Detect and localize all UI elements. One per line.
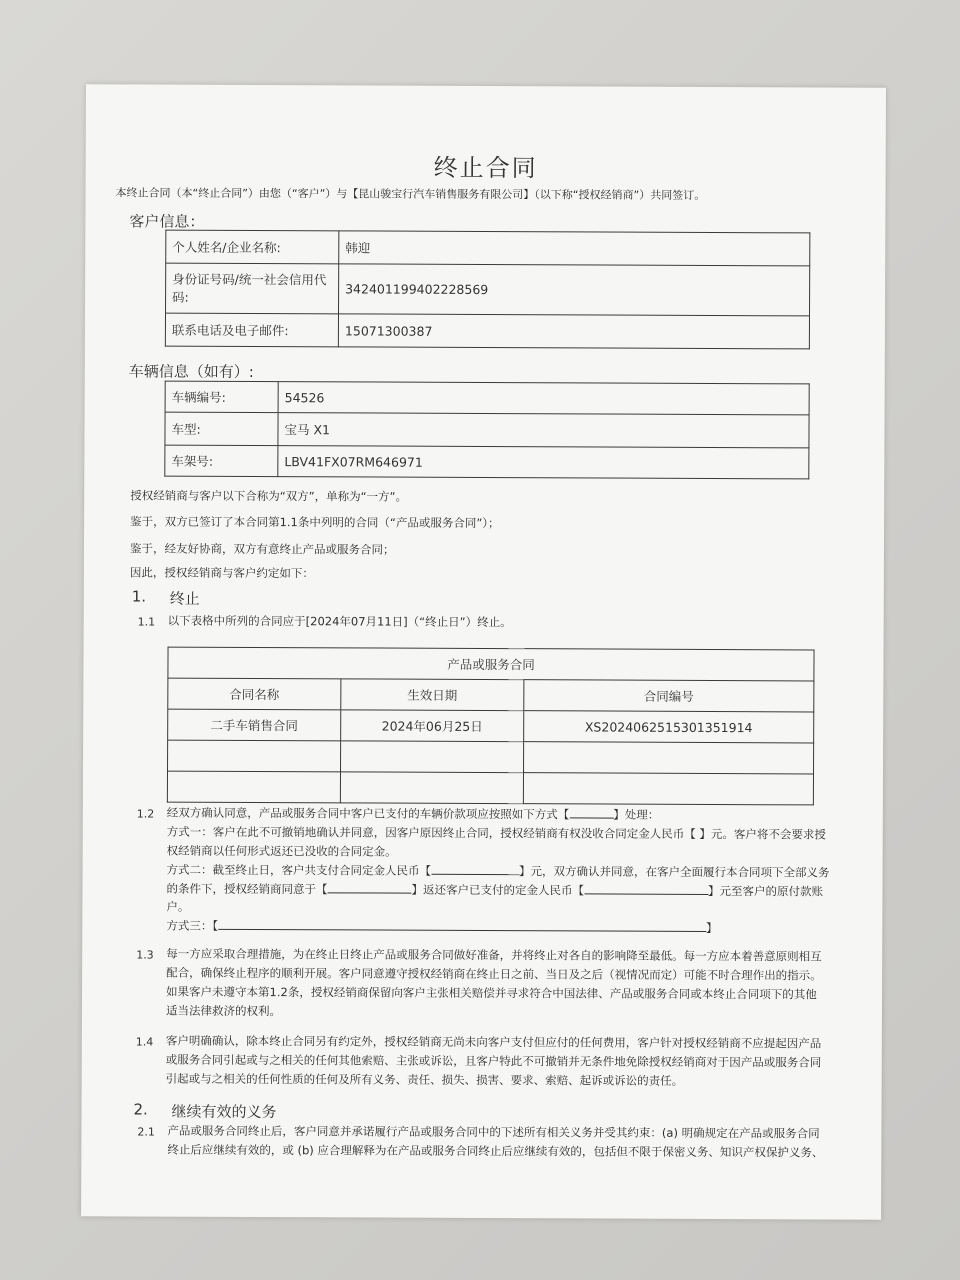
clause-2-1-line-1: 产品或服务合同终止后，客户同意并承诺履行产品或服务合同中的下述所有相关义务并受其约束：(a) 明确规定在产品或服务合同: [167, 1123, 820, 1141]
contract-table-header-date: 生效日期: [341, 679, 524, 711]
clause-1-3-line-2: 配合，确保终止程序的顺利开展。客户同意遵守授权经销商在终止日之前、当日及之后（视情况而定）可能不时合理作出的指示。: [166, 965, 822, 983]
customer-info-heading: 客户信息：: [129, 212, 205, 231]
parties-paragraph: 授权经销商与客户以下合称为“双方”，单称为“一方”。: [130, 488, 408, 504]
contract-row-date: 2024年06月25日: [341, 710, 524, 742]
clause-2-1-number: 2.1: [137, 1125, 155, 1139]
document-title: 终止合同: [433, 153, 538, 183]
method-2-line-3: 户。: [166, 899, 190, 914]
section-1-number: 1.: [131, 587, 147, 606]
vin-label: 车架号:: [165, 445, 278, 476]
clause-1-3-line-1: 每一方应采取合理措施，为在终止日终止产品或服务合同做好准备，并将终止对各自的影响降至最低。每一方应本着善意原则相互: [166, 946, 822, 964]
clause-1-3-line-3: 如果客户未遵守本第1.2条，授权经销商保留向客户主张相关赔偿并寻求符合中国法律、产品或服务合同或本终止合同项下的其他: [166, 984, 817, 1002]
contract-row-name: 二手车销售合同: [168, 709, 341, 741]
method-3-blank: [218, 917, 706, 932]
table-row: [167, 771, 813, 805]
clause-1-2-number: 1.2: [136, 807, 155, 821]
whereas-2-paragraph: 鉴于，经友好协商，双方有意终止产品或服务合同；: [129, 541, 395, 557]
clause-1-3-line-4: 适当法律救济的权利。: [165, 1003, 281, 1019]
clause-1-4-number: 1.4: [135, 1035, 154, 1049]
deposit-amount-blank: [431, 862, 519, 875]
contract-table: [167, 647, 815, 806]
method-1-line-2: 权经销商以任何形式返还已没收的合同定金。: [166, 843, 397, 859]
therefore-paragraph: 因此，授权经销商与客户约定如下：: [129, 565, 314, 581]
vehicle-number-value: 54526: [278, 382, 809, 415]
clause-1-4-line-2: 或服务合同引起或与之相关的任何其他索赔、主张或诉讼，且客户特此不可撤销并无条件地免除授权经销商对于因产品或服务合同: [165, 1052, 822, 1070]
customer-contact-label: 联系电话及电子邮件:: [165, 313, 338, 347]
vehicle-model-value: 宝马 X1: [278, 413, 809, 448]
refund-amount-blank: [584, 881, 708, 895]
section-2-number: 2.: [133, 1100, 148, 1119]
contract-table-header-name: 合同名称: [168, 678, 341, 710]
clause-1-3-number: 1.3: [136, 948, 154, 962]
vehicle-info-heading: 车辆信息（如有）:: [128, 362, 254, 381]
clause-1-2-line-1: 经双方确认同意，产品或服务合同中客户已支付的车辆价款项应按照如下方式【 】处理：: [166, 805, 660, 822]
clause-1-4-line-3: 引起或与之相关的任何性质的任何及所有义务、责任、损失、损害、要求、索赔、起诉或诉讼的责任。: [165, 1071, 684, 1088]
customer-info-table: [165, 230, 811, 350]
vehicle-model-label: 车型:: [165, 412, 278, 445]
table-row: [168, 740, 814, 774]
method-1-line-1: 方式一：客户在此不可撤销地确认并同意，因客户原因终止合同，授权经销商有权没收合同定金人民币【 】元。客户将不会要求授: [166, 824, 826, 842]
vin-value: LBV41FX07RM646971: [278, 446, 809, 479]
clause-1-4-line-1: 客户明确确认，除本终止合同另有约定外，授权经销商无尚未向客户支付但应付的任何费用，客户针对授权经销商不应提起因产品: [165, 1033, 822, 1051]
method-blank: [569, 805, 613, 818]
refund-date-blank: [327, 880, 411, 893]
clause-1-1-text: 以下表格中所列的合同应于[2024年07月11日]（“终止日”）终止。: [167, 613, 512, 630]
customer-id-value: 342401199402228569: [339, 264, 810, 316]
customer-contact-value: 15071300387: [338, 314, 809, 349]
vehicle-number-label: 车辆编号:: [165, 381, 278, 412]
clause-2-1-line-2: 终止后应继续有效的，或 (b) 应合理解释为在产品或服务合同终止后应继续有效的，包括但不限于保密义务、知识产权保护义务、: [167, 1142, 824, 1160]
vehicle-info-table: [164, 381, 809, 480]
contract-paper: [81, 84, 886, 1219]
whereas-1-paragraph: 鉴于，双方已签订了本合同第1.1条中列明的合同（“产品或服务合同”）；: [130, 514, 500, 531]
customer-name-value: 韩迎: [339, 231, 810, 266]
section-2-title: 继续有效的义务: [171, 1102, 277, 1122]
method-2-line-2: 的条件下，授权经销商同意于【 】返还客户已支付的定金人民币【 】元至客户的原付款账: [166, 881, 824, 899]
contract-table-header-number: 合同编号: [524, 680, 814, 712]
clause-1-1-number: 1.1: [137, 615, 156, 629]
contract-row-number: XS2024062515301351914: [524, 711, 814, 743]
intro-paragraph: 本终止合同（本“终止合同”）由您（“客户”）与【昆山骏宝行汽车销售服务有限公司】（以下称“授权经销商”）共同签订。: [115, 186, 706, 202]
customer-name-label: 个人姓名/企业名称:: [166, 230, 339, 264]
contract-table-caption: 产品或服务合同: [168, 647, 814, 681]
method-2-line-1: 方式二：截至终止日，客户共支付合同定金人民币【 】元，双方确认并同意，在客户全面履行本合同项下全部义务: [166, 862, 830, 880]
section-1-title: 终止: [169, 589, 200, 608]
customer-id-label: 身份证号码/统一社会信用代码:: [166, 263, 339, 314]
method-3-line: 方式三：【 】: [166, 918, 718, 936]
